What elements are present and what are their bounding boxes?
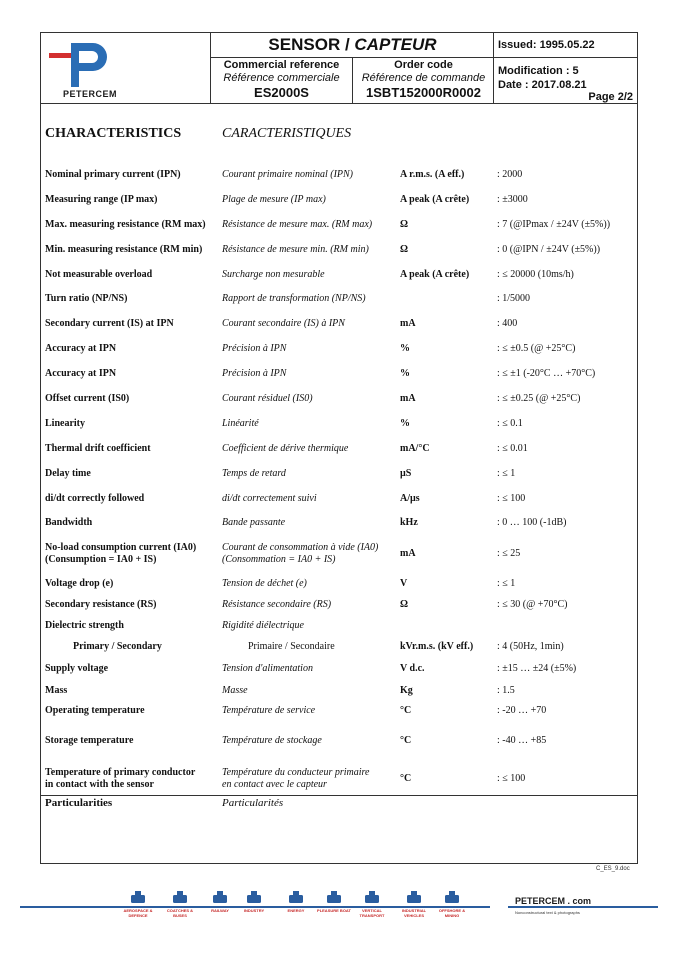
particularities-divider: [41, 795, 637, 796]
sector-icon: [324, 890, 344, 906]
sector-label: COATCHES & BUSES: [166, 908, 194, 918]
footer-sector-band: [20, 888, 658, 928]
characteristic-name-en: Min. measuring resistance (RM min): [45, 244, 203, 255]
characteristic-value: : 1.5: [497, 685, 515, 696]
characteristic-name-en: No-load consumption current (IA0) (Consumption = IA0 + IS): [45, 542, 197, 565]
characteristic-name-fr: Résistance de mesure max. (RM max): [222, 219, 373, 230]
characteristic-name-en: Primary / Secondary: [73, 641, 162, 652]
section-title-fr: CARACTERISTIQUES: [222, 126, 352, 141]
sector-label: PLEASURE BOAT: [317, 908, 351, 913]
characteristic-name-en: Offset current (IS0): [45, 393, 130, 404]
footer-brand: PETERCEM . com: [515, 896, 592, 906]
document-file-reference: C_ES_9.doc: [596, 866, 630, 872]
footer-brand-subtitle: Nonconstructural text & photographs: [515, 910, 580, 915]
characteristic-value: : ≤ 100: [497, 773, 526, 784]
characteristic-name-en: Linearity: [45, 418, 85, 429]
characteristic-unit: A/µs: [400, 493, 420, 504]
characteristic-unit: mA: [400, 393, 416, 404]
sector-item: [278, 890, 314, 913]
order-code-value: 1SBT152000R0002: [366, 85, 481, 100]
characteristic-value: : ±3000: [497, 194, 528, 205]
sector-icon: [362, 890, 382, 906]
characteristic-value: : ≤ 0.01: [497, 443, 528, 454]
characteristic-name-fr: Plage de mesure (IP max): [222, 194, 326, 205]
sector-item: [396, 890, 432, 918]
characteristic-value: : 4 (50Hz, 1min): [497, 641, 564, 652]
characteristic-unit: A r.m.s. (A eff.): [400, 169, 465, 180]
characteristic-unit: °C: [400, 705, 412, 716]
characteristic-value: : ≤ 1: [497, 468, 516, 479]
sector-icon: [244, 890, 264, 906]
revision-date: Date : 2017.08.21: [498, 79, 587, 91]
characteristic-name-fr: Résistance secondaire (RS): [222, 599, 332, 610]
title-fr: CAPTEUR: [354, 35, 437, 54]
characteristic-value: : ≤ 30 (@ +70°C): [497, 599, 568, 610]
particularities-label-en: Particularities: [45, 797, 113, 809]
characteristic-value: : ≤ 20000 (10ms/h): [497, 269, 574, 280]
characteristic-unit: %: [400, 343, 410, 354]
characteristic-name-en: Thermal drift coefficient: [45, 443, 151, 454]
characteristic-name-fr: Surcharge non mesurable: [222, 269, 325, 280]
characteristic-unit: Ω: [400, 219, 409, 230]
petercem-logo-icon: [49, 39, 109, 87]
characteristic-unit: %: [400, 418, 410, 429]
sector-label: ENERGY: [287, 908, 305, 913]
characteristic-name-en: Not measurable overload: [45, 269, 153, 280]
sector-label: OFFSHORE & MINING: [438, 908, 466, 918]
sector-icon: [170, 890, 190, 906]
characteristic-name-en: Secondary current (IS) at IPN: [45, 318, 174, 329]
characteristic-name-fr: Primaire / Secondaire: [248, 641, 335, 652]
characteristic-value: : 400: [497, 318, 518, 329]
sector-item: [316, 890, 352, 913]
characteristic-unit: V d.c.: [400, 663, 425, 674]
characteristic-value: : -40 … +85: [497, 735, 547, 746]
characteristic-name-en: Max. measuring resistance (RM max): [45, 219, 206, 230]
characteristic-name-en: Bandwidth: [45, 517, 93, 528]
characteristic-value: : ≤ 1: [497, 578, 516, 589]
characteristic-name-fr: Linéarité: [222, 418, 259, 429]
header-block: [41, 33, 637, 104]
sector-icon: [210, 890, 230, 906]
characteristic-value: : ≤ 25: [497, 548, 521, 559]
characteristic-value: : 1/5000: [497, 293, 531, 304]
characteristic-name-en: Accuracy at IPN: [45, 343, 117, 354]
characteristic-name-en: Voltage drop (e): [45, 578, 114, 589]
sector-icon: [128, 890, 148, 906]
sector-label: INDUSTRIAL VEHICLES: [401, 908, 427, 918]
sector-item: [434, 890, 470, 918]
characteristic-unit: °C: [400, 735, 412, 746]
characteristic-name-fr: Temps de retard: [222, 468, 286, 479]
logo-text: PETERCEM: [63, 89, 118, 99]
characteristic-name-fr: Courant de consommation à vide (IA0) (Consommation = IA0 + IS): [222, 542, 379, 565]
page-number: Page 2/2: [588, 91, 633, 103]
characteristic-unit: kVr.m.s. (kV eff.): [400, 641, 474, 652]
characteristic-unit: kHz: [400, 517, 418, 528]
characteristic-name-fr: Courant primaire nominal (IPN): [222, 169, 354, 180]
characteristic-unit: V: [400, 578, 408, 589]
characteristic-unit: Kg: [400, 685, 413, 696]
characteristic-name-fr: Masse: [222, 685, 248, 696]
characteristic-name-en: Temperature of primary conductor in contact with the sensor: [45, 767, 196, 790]
characteristic-unit: mA: [400, 548, 416, 559]
revision-info-cell: [494, 33, 637, 103]
characteristic-name-en: Operating temperature: [45, 705, 145, 716]
logo-cell: [41, 33, 211, 103]
characteristic-name-en: Nominal primary current (IPN): [45, 169, 181, 180]
characteristic-name-en: Measuring range (IP max): [45, 194, 158, 205]
characteristic-name-fr: Température du conducteur primaire en contact avec le capteur: [222, 767, 370, 790]
sector-icon: [286, 890, 306, 906]
title-en: SENSOR /: [268, 35, 355, 54]
characteristic-name-fr: Rigidité diélectrique: [222, 620, 304, 631]
characteristic-name-en: Storage temperature: [45, 735, 134, 746]
datasheet-frame: [40, 32, 638, 864]
characteristic-name-fr: Rapport de transformation (NP/NS): [222, 293, 366, 304]
characteristic-value: : ≤ 0.1: [497, 418, 523, 429]
footer-band-line-right: [508, 906, 658, 908]
characteristic-value: : 7 (@IPmax / ±24V (±5%)): [497, 219, 611, 230]
order-code-box: [353, 57, 494, 103]
commercial-ref-label-en: Commercial reference: [223, 59, 340, 71]
document-title: [211, 33, 494, 58]
characteristic-name-en: Secondary resistance (RS): [45, 599, 157, 610]
characteristic-name-fr: Courant secondaire (IS) à IPN: [222, 318, 345, 329]
characteristic-name-fr: Température de service: [222, 705, 316, 716]
characteristic-name-fr: Courant résiduel (IS0): [222, 393, 313, 404]
characteristic-name-en: Delay time: [45, 468, 91, 479]
characteristic-unit: %: [400, 368, 410, 379]
commercial-reference-box: [211, 57, 353, 103]
characteristic-value: : ≤ 100: [497, 493, 526, 504]
title-cell: [211, 33, 494, 103]
sector-label: INDUSTRY: [243, 908, 265, 913]
sector-label: AEROSPACE & DEFENCE: [123, 908, 153, 918]
particularities-label-fr: Particularités: [222, 797, 284, 809]
characteristic-unit: A peak (A crête): [400, 194, 470, 205]
sector-item: [202, 890, 238, 913]
characteristic-value: : ±15 … ±24 (±5%): [497, 663, 577, 674]
order-code-label-en: Order code: [394, 59, 453, 71]
characteristic-unit: Ω: [400, 244, 409, 255]
characteristic-name-fr: Tension d'alimentation: [222, 663, 313, 674]
characteristic-name-en: Supply voltage: [45, 663, 109, 674]
info-divider: [494, 57, 637, 58]
characteristic-value: : 0 … 100 (-1dB): [497, 517, 567, 528]
modification-number: Modification : 5: [498, 65, 579, 77]
characteristic-name-fr: Résistance de mesure min. (RM min): [222, 244, 369, 255]
characteristic-value: : ≤ ±0.25 (@ +25°C): [497, 393, 581, 404]
characteristic-name-fr: Tension de déchet (e): [222, 578, 307, 589]
sector-item: [120, 890, 156, 918]
characteristic-value: : 0 (@IPN / ±24V (±5%)): [497, 244, 601, 255]
characteristic-name-fr: Précision à IPN: [222, 343, 287, 354]
characteristic-name-en: Accuracy at IPN: [45, 368, 117, 379]
characteristic-name-en: Mass: [45, 685, 68, 696]
characteristic-name-fr: di/dt correctement suivi: [222, 493, 317, 504]
section-title-en: CHARACTERISTICS: [45, 126, 182, 141]
characteristic-value: : -20 … +70: [497, 705, 547, 716]
characteristic-name-en: Dielectric strength: [45, 620, 124, 631]
characteristic-unit: A peak (A crête): [400, 269, 470, 280]
characteristic-unit: µS: [400, 468, 412, 479]
characteristic-name-fr: Précision à IPN: [222, 368, 287, 379]
characteristic-name-en: di/dt correctly followed: [45, 493, 145, 504]
characteristic-name-fr: Coefficient de dérive thermique: [222, 443, 349, 454]
characteristic-value: : 2000: [497, 169, 523, 180]
sector-label: RAILWAY: [211, 908, 229, 913]
sector-icon: [404, 890, 424, 906]
characteristic-value: : ≤ ±0.5 (@ +25°C): [497, 343, 576, 354]
characteristic-unit: mA/°C: [400, 443, 430, 454]
sector-item: [162, 890, 198, 918]
sector-item: [236, 890, 272, 913]
commercial-ref-value: ES2000S: [254, 85, 309, 100]
sector-item: [354, 890, 390, 918]
characteristic-unit: mA: [400, 318, 416, 329]
characteristic-name-en: Turn ratio (NP/NS): [45, 293, 128, 304]
commercial-ref-label-fr: Référence commerciale: [223, 72, 340, 84]
characteristic-value: : ≤ ±1 (-20°C … +70°C): [497, 368, 596, 379]
issued-date: Issued: 1995.05.22: [498, 39, 595, 51]
sector-label: VERTICAL TRANSPORT: [359, 908, 385, 918]
characteristic-unit: °C: [400, 773, 412, 784]
characteristic-name-fr: Température de stockage: [222, 735, 322, 746]
sector-icon: [442, 890, 462, 906]
characteristic-name-fr: Bande passante: [222, 517, 286, 528]
order-code-label-fr: Référence de commande: [361, 72, 486, 84]
characteristic-unit: Ω: [400, 599, 409, 610]
